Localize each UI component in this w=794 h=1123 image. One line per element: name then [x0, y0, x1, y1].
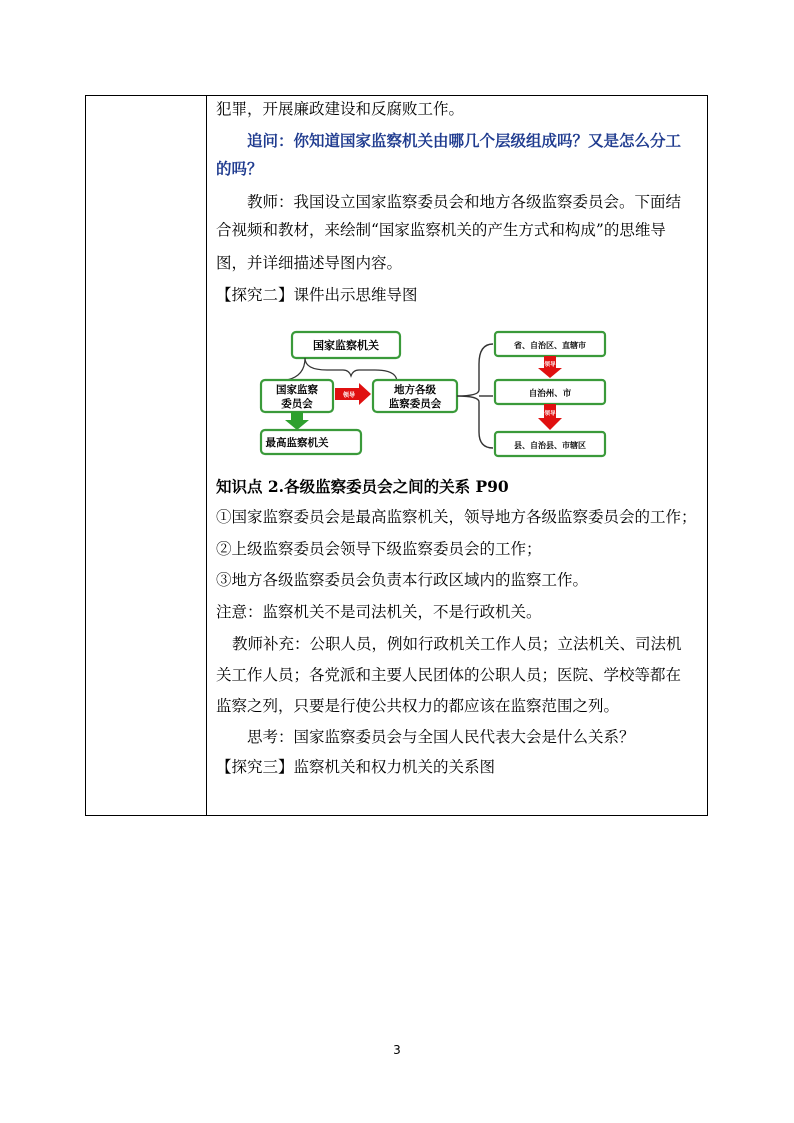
- follow-up-question-end: 的吗？: [216, 159, 263, 178]
- knowledge-point-heading: 知识点 2.各级监察委员会之间的关系 P90: [216, 477, 509, 496]
- mind-map-diagram: [247, 324, 607, 462]
- lesson-table: [85, 95, 708, 816]
- explore-three-heading: 【探究三】监察机关和权力机关的关系图: [216, 758, 496, 776]
- teacher-supplement: 关工作人员；各党派和主要人民团体的公职人员；医院、学校等都在: [216, 666, 682, 684]
- level3-label: 县、自治县、市辖区: [514, 441, 586, 450]
- green-down-arrow-icon: [285, 412, 309, 430]
- note-text: 注意：监察机关不是司法机关，不是行政机关。: [216, 603, 542, 621]
- highest-organ-label: 最高监察机关: [265, 437, 329, 449]
- level-arrow-label: 领导: [544, 411, 556, 417]
- level-arrow-label: 领导: [544, 362, 556, 368]
- national-commission-label-2: 委员会: [281, 398, 313, 410]
- local-commission-label-2: 监察委员会: [388, 398, 442, 410]
- thinking-question: 思考：国家监察委员会与全国人民代表大会是什么关系？: [247, 728, 635, 746]
- table-left-column: [86, 96, 207, 815]
- teacher-text: 教师：我国设立国家监察委员会和地方各级监察委员会。下面结: [247, 193, 682, 211]
- explore-two-heading: 【探究二】课件出示思维导图: [216, 286, 418, 304]
- follow-up-question: [247, 131, 681, 151]
- top-node-label: 国家监察机关: [313, 339, 379, 352]
- follow-up-question-part1: 追问：你知道国家监察机关: [247, 131, 434, 150]
- knowledge-item: ②上级监察委员会领导下级监察委员会的工作；: [216, 540, 542, 558]
- knowledge-item: ③地方各级监察委员会负责本行政区域内的监察工作。: [216, 571, 589, 589]
- table-right-column: [207, 96, 707, 815]
- knowledge-item: ①国家监察委员会是最高监察机关，领导地方各级监察委员会的工作；: [216, 508, 697, 526]
- teacher-supplement: 监察之列，只要是行使公共权力的都应该在监察范围之列。: [216, 697, 620, 715]
- teacher-text: 图，并详细描述导图内容。: [216, 254, 403, 272]
- brace-connector: [305, 358, 397, 382]
- level-arrow-icon: [538, 404, 562, 430]
- national-commission-label-1: 国家监察: [276, 384, 318, 396]
- level2-label: 自治州、市: [528, 389, 572, 399]
- lead-arrow-label: 领导: [342, 392, 356, 399]
- teacher-supplement: 教师补充：公职人员，例如行政机关工作人员；立法机关、司法机: [232, 635, 682, 653]
- text-line: 犯罪，开展廉政建设和反腐败工作。: [216, 100, 465, 118]
- follow-up-question-part2: 由哪几个层级组成吗？又是怎么分工: [433, 131, 682, 150]
- brace-left-end: [287, 358, 305, 380]
- level1-label: 省、自治区、直辖市: [514, 341, 586, 350]
- local-commission-label-1: 地方各级: [394, 384, 436, 396]
- page-number: 3: [393, 1043, 401, 1057]
- teacher-text: 合视频和教材，来绘制“国家监察机关的产生方式和构成”的思维导: [216, 221, 666, 239]
